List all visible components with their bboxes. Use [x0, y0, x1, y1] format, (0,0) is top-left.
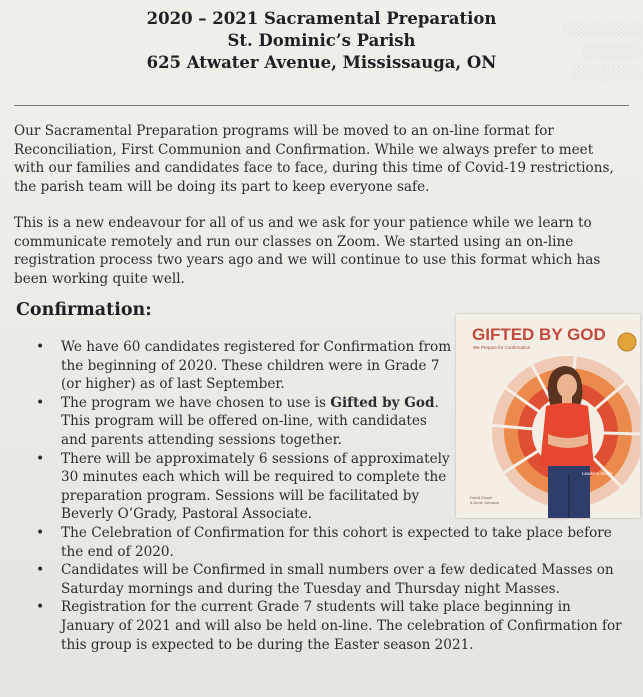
- bullet-item: [36, 561, 626, 598]
- book-title: GIFTED BY GOD: [472, 325, 606, 344]
- book-subtitle: We Prepare for Confirmation: [473, 345, 531, 350]
- header-divider: [14, 105, 629, 106]
- bullet-text: We have 60 candidates registered for Confirmation from the beginning of 2020. These children were in Grade 7 (or higher) as of last September.: [61, 339, 452, 393]
- bullet-text: Registration for the current Grade 7 students will take place beginning in January of 2021 and will also be held on-line. The celebration of Confirmation for this group is expected to be during the Easter season 2021.: [61, 599, 622, 653]
- intro-paragraph-2: This is a new endeavour for all of us and we ask for your patience while we learn to communicate remotely and run our classes on Zoom. We started using an on-line registration process two years ago and we will continue to use this format which has been working quite well.: [14, 215, 601, 287]
- bullet-text-post: . This program will be offered on-line, with candidates and parents attending sessions together.: [61, 394, 439, 448]
- bullet-item: [36, 338, 456, 394]
- bleed-through-shadow: ░░░░░░░░ ░░░░░░ ░░░░░░░: [563, 23, 643, 82]
- gifted-by-god-book-cover: [456, 314, 640, 518]
- header-parish: St. Dominic’s Parish: [227, 31, 416, 50]
- bullet-text-pre: The program we have chosen to use is: [61, 394, 331, 411]
- bullet-text: Candidates will be Confirmed in small numbers over a few dedicated Masses on Saturday mornings and during the Tuesday and Thursday night Masses.: [61, 562, 614, 597]
- book-author-1: David Dwyer: [470, 495, 493, 500]
- bullet-item: [36, 394, 456, 450]
- bullet-item: [36, 598, 626, 654]
- header-address: 625 Atwater Avenue, Mississauga, ON: [146, 53, 497, 72]
- book-cover-illustration: [456, 314, 640, 518]
- document-header: [0, 8, 643, 74]
- confirmation-heading: Confirmation:: [16, 300, 152, 320]
- bullet-item: [36, 524, 626, 561]
- bullet-text: There will be approximately 6 sessions of approximately 30 minutes each which will be required to complete the preparation program. Sessions will be facilitated by Beverly O’Grady, Pastoral Associate.: [61, 450, 450, 523]
- header-title: 2020 – 2021 Sacramental Preparation: [146, 9, 497, 28]
- leaders-guide-label: Leader’s Guide: [582, 471, 613, 476]
- seal-icon: [618, 333, 636, 351]
- intro-paragraph-1: Our Sacramental Preparation programs will be moved to an on-line format for Reconciliation, First Communion and Confirmation. While we always prefer to meet with our families and candidates face to face, during this time of Covid-19 restrictions, the parish team will be doing its part to keep everyone safe.: [14, 123, 614, 195]
- program-name: Gifted by God: [330, 394, 435, 411]
- bullet-text: The Celebration of Confirmation for this cohort is expected to take place before the end of 2020.: [61, 524, 612, 560]
- bullet-item: [36, 450, 456, 524]
- book-author-2: & Anne Johnson: [470, 500, 500, 505]
